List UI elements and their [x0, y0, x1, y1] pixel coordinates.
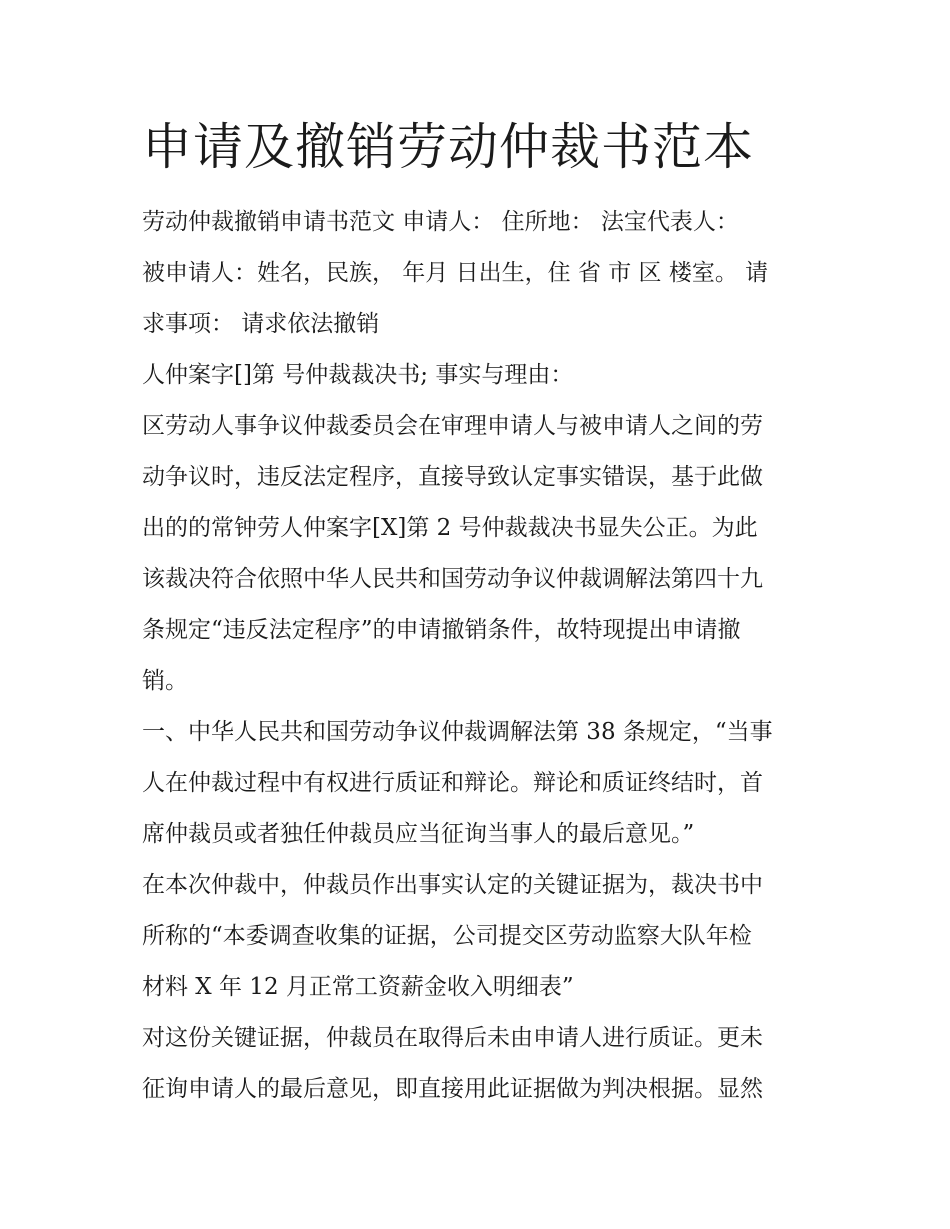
document-body — [142, 197, 822, 1115]
body-line: 人在仲裁过程中有权进行质证和辩论。辩论和质证终结时，首 — [142, 770, 763, 796]
body-line: 出的的常钟劳人仲案字[X]第 2 号仲裁裁决书显失公正。为此 — [142, 515, 758, 541]
body-line: 被申请人：姓名，民族， 年月 日出生，住 省 市 区 楼室。 请 — [142, 260, 769, 286]
body-line: 征询申请人的最后意见，即直接用此证据做为判决根据。显然 — [142, 1076, 763, 1102]
body-line: 销。 — [142, 668, 188, 694]
body-line: 该裁决符合依照中华人民共和国劳动争议仲裁调解法第四十九 — [142, 566, 763, 592]
body-line: 人仲案字[]第 号仲裁裁决书; 事实与理由： — [142, 362, 574, 388]
body-line: 一、中华人民共和国劳动争议仲裁调解法第 38 条规定，“当事 — [142, 719, 773, 745]
body-line: 材料 X 年 12 月正常工资薪金收入明细表” — [142, 974, 574, 1000]
body-line: 动争议时，违反法定程序，直接导致认定事实错误，基于此做 — [142, 464, 763, 490]
body-line: 劳动仲裁撤销申请书范文 申请人： 住所地： 法宝代表人： — [142, 209, 739, 235]
body-line: 区劳动人事争议仲裁委员会在审理申请人与被申请人之间的劳 — [142, 413, 763, 439]
body-line: 对这份关键证据，仲裁员在取得后未由申请人进行质证。更未 — [142, 1025, 763, 1051]
body-line: 在本次仲裁中，仲裁员作出事实认定的关键证据为，裁决书中 — [142, 872, 763, 898]
body-line: 所称的“本委调查收集的证据，公司提交区劳动监察大队年检 — [142, 923, 752, 949]
body-line: 条规定“违反法定程序”的申请撤销条件，故特现提出申请撤 — [142, 617, 741, 643]
body-line: 求事项： 请求依法撤销 — [142, 311, 380, 337]
body-line: 席仲裁员或者独任仲裁员应当征询当事人的最后意见。” — [142, 821, 695, 847]
document-title: 申请及撤销劳动仲裁书范本 — [142, 118, 754, 176]
